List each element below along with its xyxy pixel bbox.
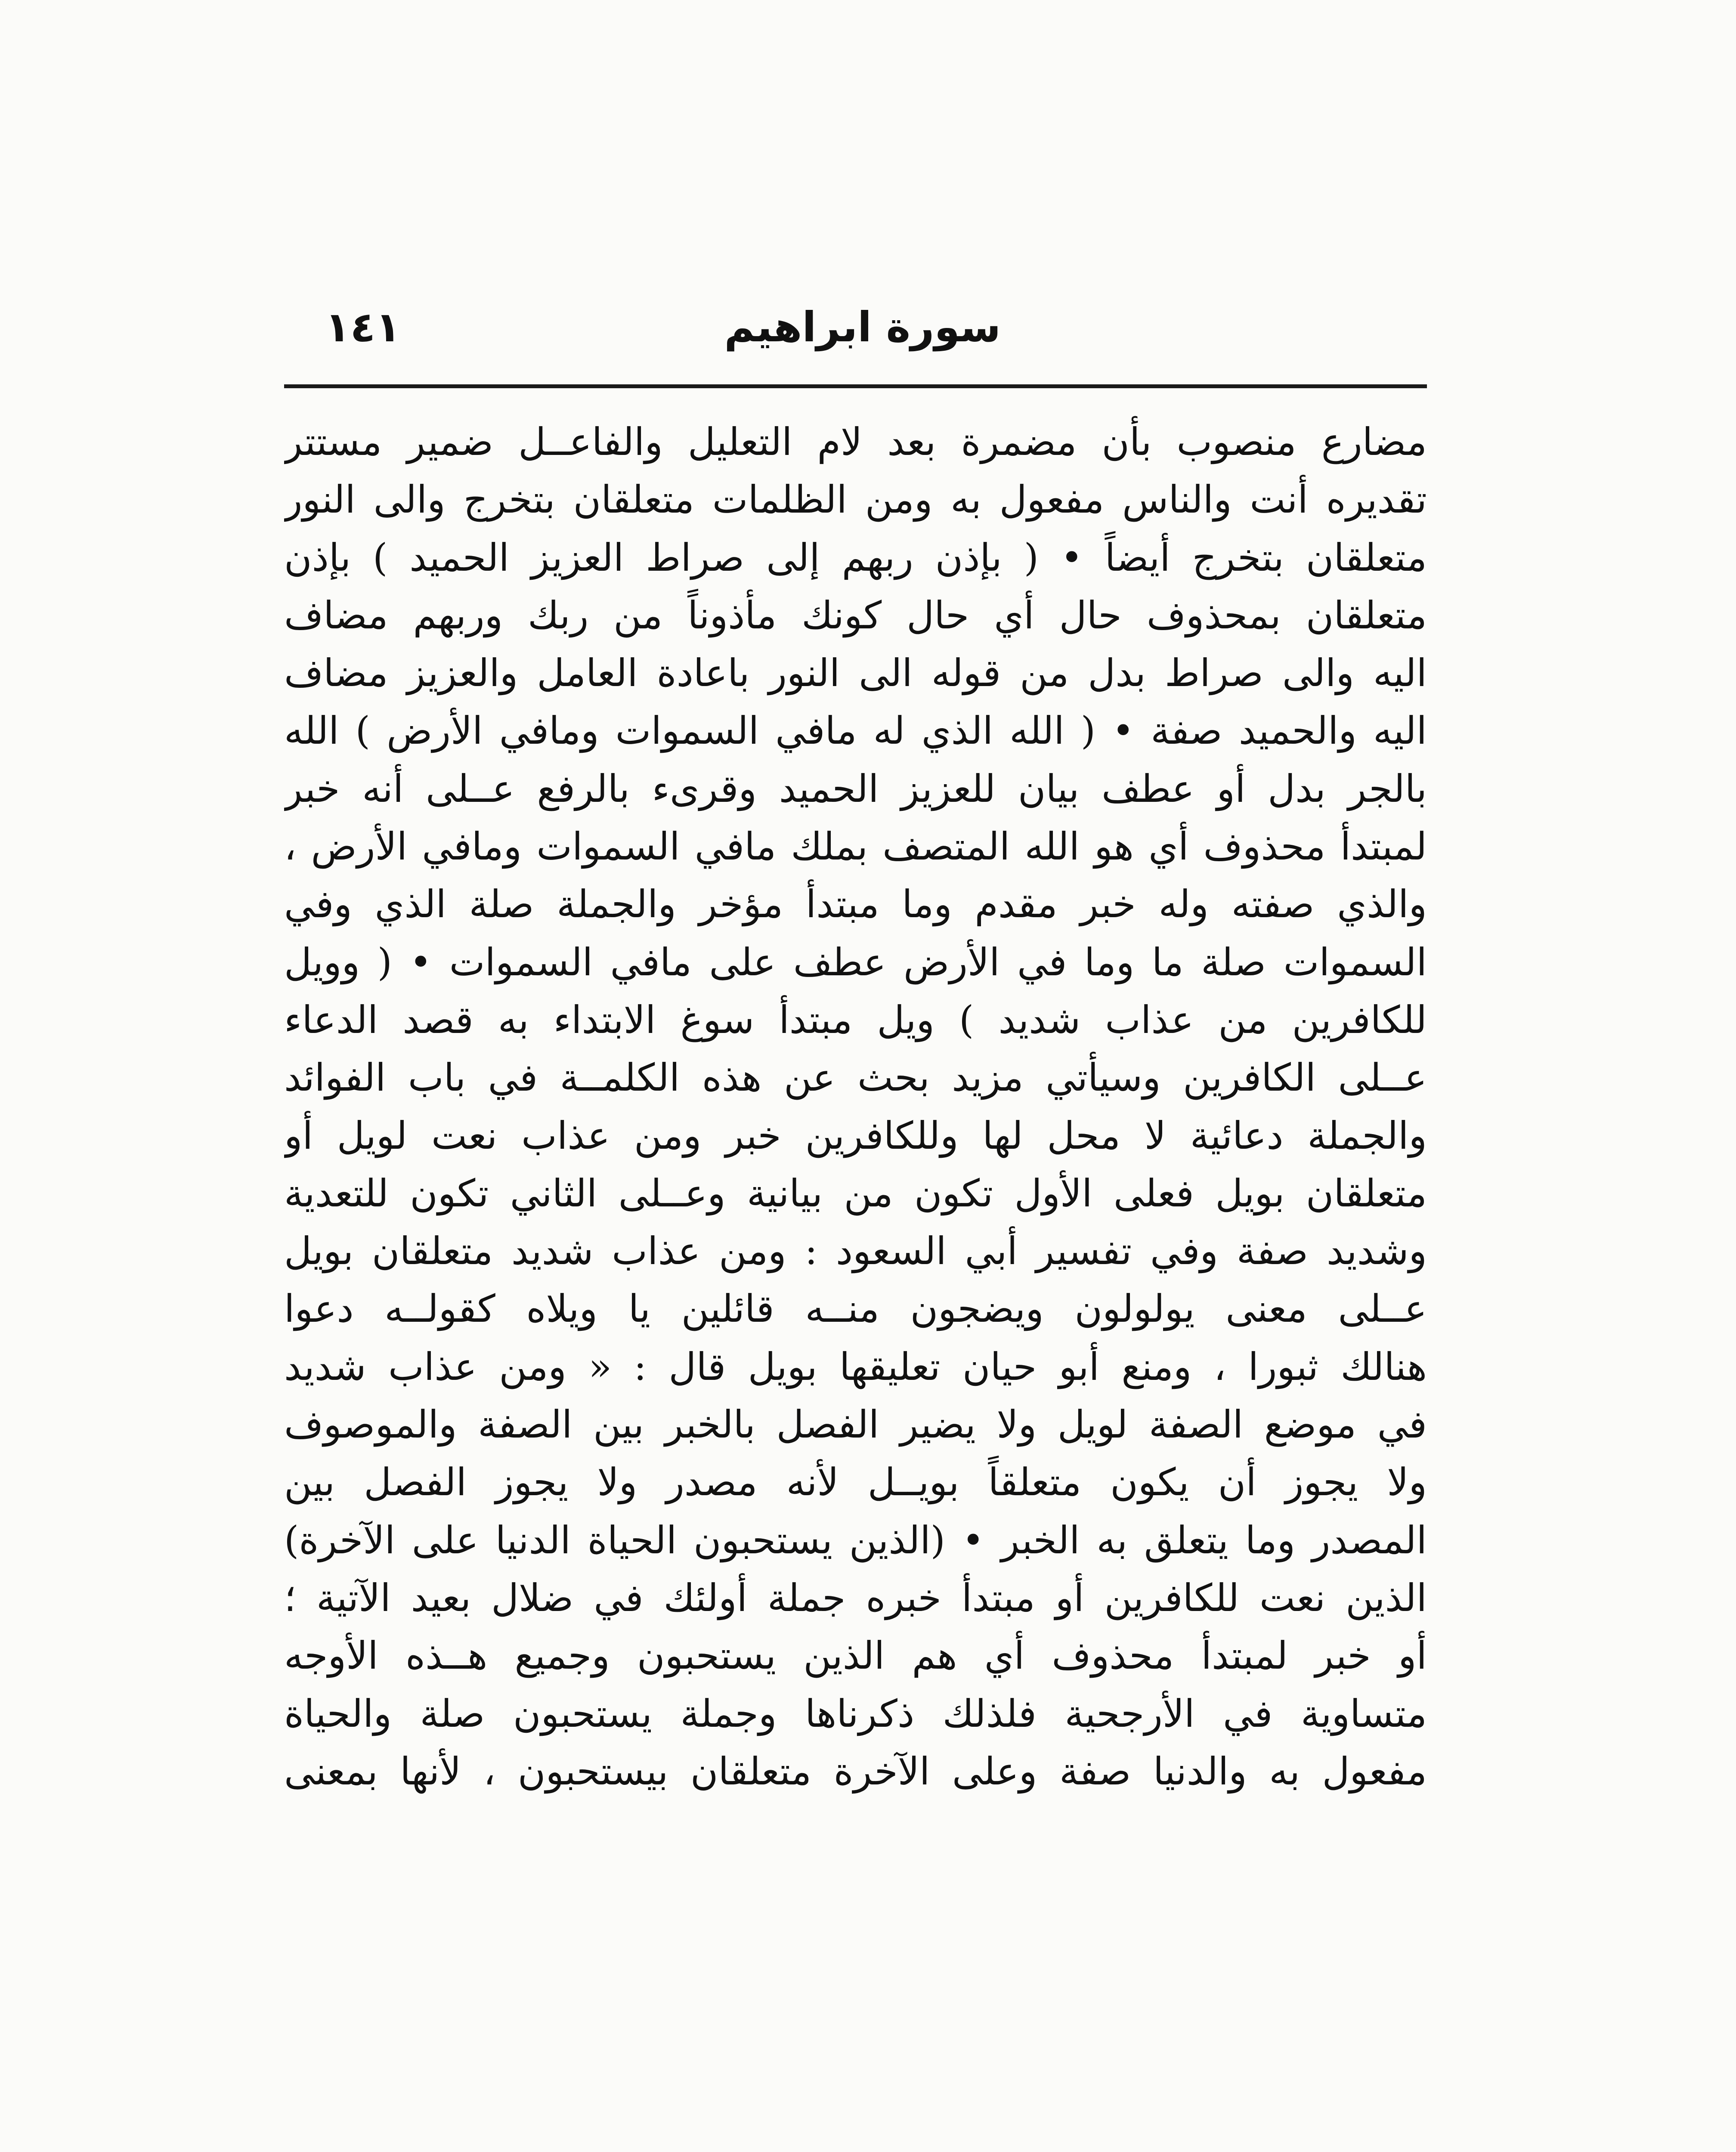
text-line: هنالك ثبورا ، ومنع أبو حيان تعليقها بويل قال : « ومن عذاب شديد bbox=[284, 1344, 1427, 1389]
text-line: اليه والى صراط بدل من قوله الى النور باعادة العامل والعزيز مضاف bbox=[284, 651, 1427, 696]
running-title: سورة ابراهيم bbox=[724, 303, 1001, 351]
text-line: اليه والحميد صفة • ( الله الذي له مافي السموات ومافي الأرض ) الله bbox=[284, 708, 1427, 753]
text-line: الذين نعت للكافرين أو مبتدأ خبره جملة أولئك في ضلال بعيد الآتية ؛ bbox=[284, 1575, 1427, 1620]
header-rule bbox=[284, 384, 1427, 388]
page-header bbox=[284, 284, 1427, 366]
text-line: ولا يجوز أن يكون متعلقاً بويــل لأنه مصدر ولا يجوز الفصل بين bbox=[284, 1460, 1427, 1505]
text-line: والجملة دعائية لا محل لها وللكافرين خبر ومن عذاب نعت لويل أو bbox=[284, 1113, 1427, 1158]
text-line: متعلقان بتخرج أيضاً • ( بإذن ربهم إلى صراط العزيز الحميد ) بإذن bbox=[284, 535, 1427, 580]
text-line: عــلى الكافرين وسيأتي مزيد بحث عن هذه الكلمــة في باب الفوائد bbox=[284, 1055, 1427, 1100]
text-line: تقديره أنت والناس مفعول به ومن الظلمات متعلقان بتخرج والى النور bbox=[284, 477, 1427, 522]
text-line: للكافرين من عذاب شديد ) ويل مبتدأ سوغ الابتداء به قصد الدعاء bbox=[284, 997, 1427, 1042]
text-line: مفعول به والدنيا صفة وعلى الآخرة متعلقان بيستحبون ، لأنها بمعنى bbox=[284, 1749, 1427, 1793]
page-number: ١٤١ bbox=[325, 303, 401, 351]
text-line: أو خبر لمبتدأ محذوف أي هم الذين يستحبون وجميع هــذه الأوجه bbox=[284, 1633, 1427, 1678]
body-text bbox=[284, 413, 1427, 1800]
text-line: السموات صلة ما وما في الأرض عطف على مافي السموات • ( وويل bbox=[284, 940, 1427, 984]
text-line: والذي صفته وله خبر مقدم وما مبتدأ مؤخر والجملة صلة الذي وفي bbox=[284, 882, 1427, 927]
text-line: متعلقان بمحذوف حال أي حال كونك مأذوناً من ربك وربهم مضاف bbox=[284, 593, 1427, 637]
text-line: لمبتدأ محذوف أي هو الله المتصف بملك مافي السموات ومافي الأرض ، bbox=[284, 824, 1427, 869]
text-line: وشديد صفة وفي تفسير أبي السعود : ومن عذاب شديد متعلقان بويل bbox=[284, 1229, 1427, 1274]
text-line: متساوية في الأرجحية فلذلك ذكرناها وجملة يستحبون صلة والحياة bbox=[284, 1691, 1427, 1736]
text-line: مضارع منصوب بأن مضمرة بعد لام التعليل والفاعــل ضمير مستتر bbox=[284, 420, 1427, 464]
text-line: متعلقان بويل فعلى الأول تكون من بيانية وعــلى الثاني تكون للتعدية bbox=[284, 1171, 1427, 1215]
text-line: المصدر وما يتعلق به الخبر • (الذين يستحبون الحياة الدنيا على الآخرة) bbox=[284, 1518, 1427, 1562]
text-line: في موضع الصفة لويل ولا يضير الفصل بالخبر بين الصفة والموصوف bbox=[284, 1402, 1427, 1447]
text-line: بالجر بدل أو عطف بيان للعزيز الحميد وقرىء بالرفع عــلى أنه خبر bbox=[284, 766, 1427, 811]
text-line: عــلى معنى يولولون ويضجون منــه قائلين يا ويلاه كقولــه دعوا bbox=[284, 1286, 1427, 1331]
